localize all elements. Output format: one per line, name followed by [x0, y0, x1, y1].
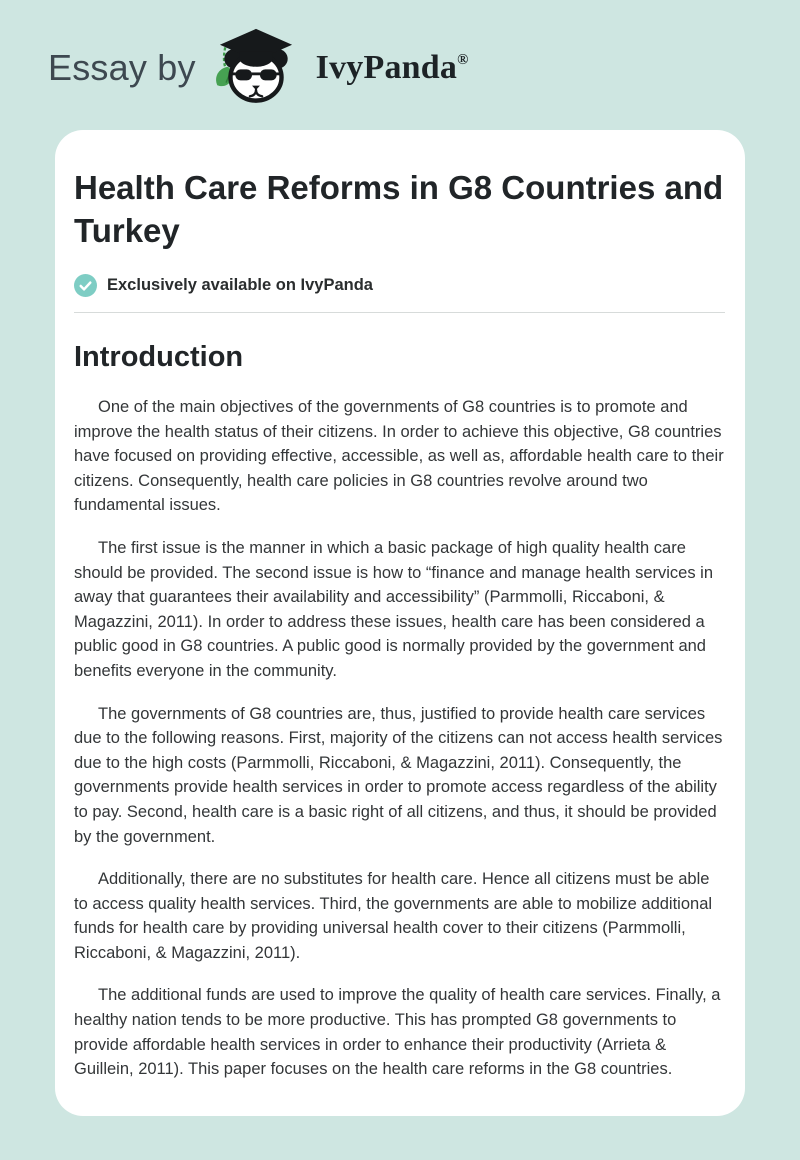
essay-paragraph: Additionally, there are no substitutes for health care. Hence all citizens must be able to access quality health services. Third, the governments are able to mobilize additional funds for health care by providing universal health cover to their citizens (Parmmolli, Riccaboni, & Magazzini, 2011).: [74, 870, 713, 962]
divider: [74, 312, 725, 313]
panda-graduate-logo-icon: [212, 28, 300, 109]
essay-paragraph: The governments of G8 countries are, thus, justified to provide health care services due to the following reasons. First, majority of the citizens can not access health services due to the high costs (Parmmolli, Riccaboni, & Magazzini, 2011). Consequently, the governments provide health services in order to promote access regardless of the ability to pay. Second, health care is a basic right of all citizens, and thus, it should be provided by the government.: [74, 704, 723, 846]
essay-by-label: Essay by: [48, 47, 196, 88]
essay-paragraph: The first issue is the manner in which a basic package of high quality health care should be provided. The second issue is how to “finance and manage health services in away that guarantees their availability and accessibility” (Parmmolli, Riccaboni, & Magazzini, 2011). In order to address these issues, health care has been considered a public good in G8 countries. A public good is normally provided by the government and benefits everyone in the community.: [74, 538, 714, 680]
brand-wordmark: [316, 49, 469, 87]
essay-paragraph: One of the main objectives of the governments of G8 countries is to promote and improve the health status of their citizens. In order to achieve this objective, G8 countries have focused on providing effective, accessible, as well as, affordable health care to their citizens. Consequently, health care policies in G8 countries revolve around two fundamental issues.: [74, 398, 724, 515]
header: [0, 0, 800, 130]
essay-paragraph: The additional funds are used to improve the quality of health care services. Finally, a healthy nation tends to be more productive. This has prompted G8 governments to provide affordable health services in order to enhance their productivity (Arrieta & Guillein, 2011). This paper focuses on the health care reforms in the G8 countries.: [74, 986, 721, 1079]
availability-badge: [74, 274, 725, 297]
brand-name: IvyPanda: [315, 49, 458, 86]
section-heading: Introduction: [74, 341, 244, 373]
check-icon: [74, 274, 97, 297]
availability-label: Exclusively available on IvyPanda: [107, 276, 373, 294]
essay-card: [55, 130, 745, 1116]
registered-trademark: ®: [457, 52, 469, 68]
essay-title: Health Care Reforms in G8 Countries and Turkey: [74, 169, 724, 249]
